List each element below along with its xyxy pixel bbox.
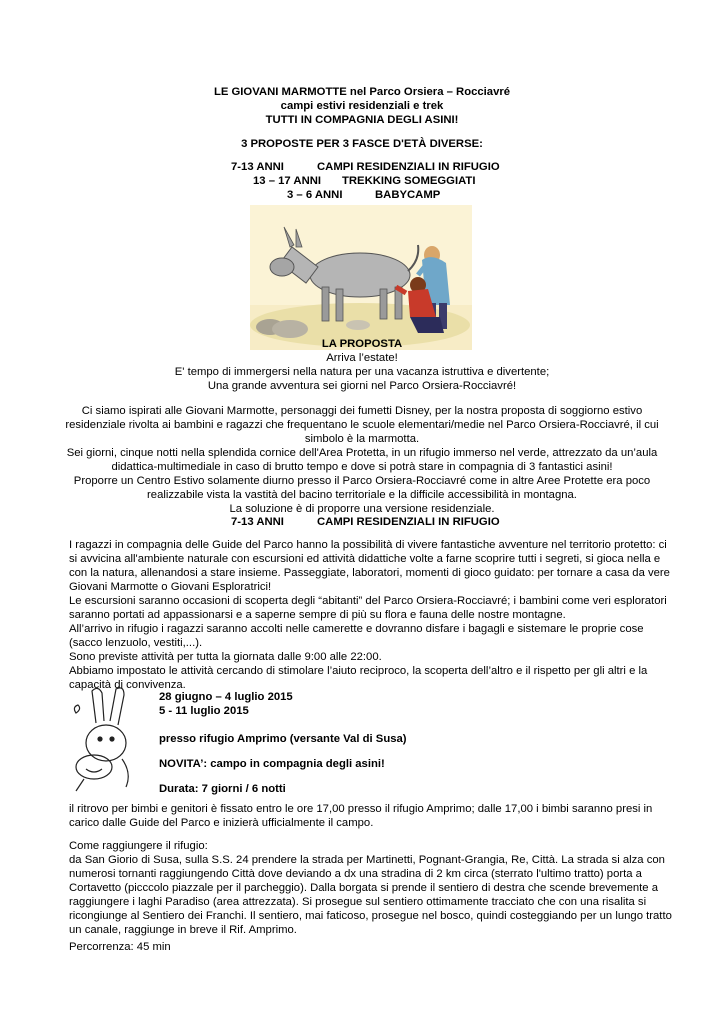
percorrenza: Percorrenza: 45 min xyxy=(69,941,171,953)
body-line: Giovani Marmotte o Giovani Esploratrici! xyxy=(69,581,272,593)
proposals-heading: 3 PROPOSTE PER 3 FASCE D'ETÀ DIVERSE: xyxy=(241,138,483,150)
ritrovo-line: carico dalle Guide del Parco e inizierà ufficialmente il campo. xyxy=(69,817,374,829)
intro-line: Ci siamo ispirati alle Giovani Marmotte, personaggi dei fumetti Disney, per la nostra proposta di soggiorno estivo xyxy=(81,405,643,417)
header-subtitle: campi estivi residenziali e trek xyxy=(280,100,444,112)
intro-line: realizzabile vista la vastità del bacino territoriale e la difficile accessibilità in montagna. xyxy=(147,489,577,501)
proposal-age-1: 7-13 ANNI xyxy=(231,161,284,173)
date-1: 28 giugno – 4 luglio 2015 xyxy=(159,691,293,703)
proposal-label-2: TREKKING SOMEGGIATI xyxy=(342,175,476,187)
body-line: Le escursioni saranno occasioni di scoperta degli “abitanti” del Parco Orsiera-Rocciavré; i bambini come veri esploratori xyxy=(69,595,667,607)
proposta-line-3: Una grande avventura sei giorni nel Parco Orsiera-Rocciavré! xyxy=(207,380,517,392)
body-line: capacità di convivenza. xyxy=(69,679,186,691)
proposal-age-2: 13 – 17 ANNI xyxy=(253,175,322,187)
proposal-label-3: BABYCAMP xyxy=(375,189,441,201)
directions-line: da San Giorio di Susa, sulla S.S. 24 prendere la strada per Martinetti, Pognant-Grangia, Re, Città. La strada si alza con xyxy=(69,854,665,866)
body-line: si avvicina all'ambiente naturale con escursioni ed attività didattiche volte a farne scoprire tutti i segreti, si gioca nella e xyxy=(69,553,661,565)
body-paragraph xyxy=(69,538,670,692)
intro-line: Proporre un Centro Estivo solamente diurno presso il Parco Orsiera-Rocciavré come in altre Aree Protette era poco xyxy=(73,475,651,487)
intro-line: La soluzione è di proporre una versione residenziale. xyxy=(229,503,495,515)
header-title: LE GIOVANI MARMOTTE nel Parco Orsiera – Rocciavré xyxy=(213,86,511,98)
directions-section xyxy=(69,839,672,937)
proposal-age-3: 3 – 6 ANNI xyxy=(287,189,343,201)
ritrovo-paragraph xyxy=(69,802,661,830)
proposta-line-2: E' tempo di immergersi nella natura per una vacanza istruttiva e divertente; xyxy=(174,366,550,378)
ritrovo-line: il ritrovo per bimbi e genitori è fissato entro le ore 17,00 presso il rifugio Amprimo; dalle 17,00 i bimbi saranno presi in xyxy=(69,803,653,815)
directions-line: Cortavetto (picccolo piazzale per il parcheggio). Dalla borgata si prende il sentiero di destra che scende brevemente a xyxy=(69,882,659,894)
intro-line: didattica-multimediale in caso di brutto tempo e dove si potrà stare in compagnia di 3 fantastici asini! xyxy=(111,461,613,473)
intro-line: simbolo è la marmotta. xyxy=(304,433,420,445)
donkey-sketch-icon xyxy=(66,683,146,793)
body-line: con la natura, allenandosi a stare insieme. Passeggiate, laboratori, momenti di gioco guidato: per tornare a casa da vere xyxy=(69,567,670,579)
durata: Durata: 7 giorni / 6 notti xyxy=(159,783,286,795)
proposta-title: LA PROPOSTA xyxy=(321,338,403,350)
directions-line: un canale, raggiunge in breve il Rif. Amprimo. xyxy=(69,924,297,936)
intro-paragraph xyxy=(0,404,724,516)
section-age: 7-13 ANNI xyxy=(231,516,284,528)
body-line: Abbiamo impostato le attività cercando di stimolare l’aiuto reciproco, la scoperta dell’altro e il rispetto per gli altri e la xyxy=(69,665,648,677)
document-header xyxy=(0,85,724,127)
directions-line: raggiungere i laghi Paradiso (area attrezzata). Si prosegue sul sentiero ottimamente tracciato che con una risalita si xyxy=(69,896,647,908)
body-line: I ragazzi in compagnia delle Guide del Parco hanno la possibilità di vivere fantastiche avventure nel territorio protetto: ci xyxy=(69,539,667,551)
location: presso rifugio Amprimo (versante Val di Susa) xyxy=(159,733,407,745)
proposta-section xyxy=(0,337,724,393)
body-line: saranno portati ad appassionarsi e a saperne sempre di più su flora e fauna delle nostre montagne. xyxy=(69,609,566,621)
date-2: 5 - 11 luglio 2015 xyxy=(159,705,249,717)
intro-line: residenziale rivolta ai bambini e ragazzi che frequentano le scuole elementari/medie nel Parco Orsiera-Rocciavré, il cui xyxy=(65,419,659,431)
proposal-label-1: CAMPI RESIDENZIALI IN RIFUGIO xyxy=(317,161,500,173)
directions-line: numerosi tornanti raggiungendo Città dove deviando a dx una stradina di 2 km circa (sterrato l'ultimo tratto) porta a xyxy=(69,868,642,880)
body-line: All’arrivo in rifugio i ragazzi saranno accolti nelle camerette e dovranno disfare i bagagli e sistemare le proprie cose xyxy=(69,623,644,635)
novita: NOVITA’: campo in compagnia degli asini! xyxy=(159,758,385,770)
intro-line: Sei giorni, cinque notti nella splendida cornice dell'Area Protetta, in un rifugio immerso nel verde, attrezzato da un’aula xyxy=(66,447,658,459)
directions-line: ricongiunge al Sentiero dei Franchi. Il sentiero, mai faticoso, prosegue nel bosco, quindi costeggiando per un lungo tratto xyxy=(69,910,672,922)
header-tagline: TUTTI IN COMPAGNIA DEGLI ASINI! xyxy=(265,114,459,126)
body-line: (sacco lenzuolo, vestiti,...). xyxy=(69,637,203,649)
proposta-line-1: Arriva l’estate! xyxy=(326,352,398,364)
section-label: CAMPI RESIDENZIALI IN RIFUGIO xyxy=(317,516,500,528)
dates-block xyxy=(159,690,407,796)
directions-title: Come raggiungere il rifugio: xyxy=(69,840,208,852)
donkey-illustration xyxy=(250,205,472,350)
body-line: Sono previste attività per tutta la giornata dalle 9:00 alle 22:00. xyxy=(69,651,382,663)
